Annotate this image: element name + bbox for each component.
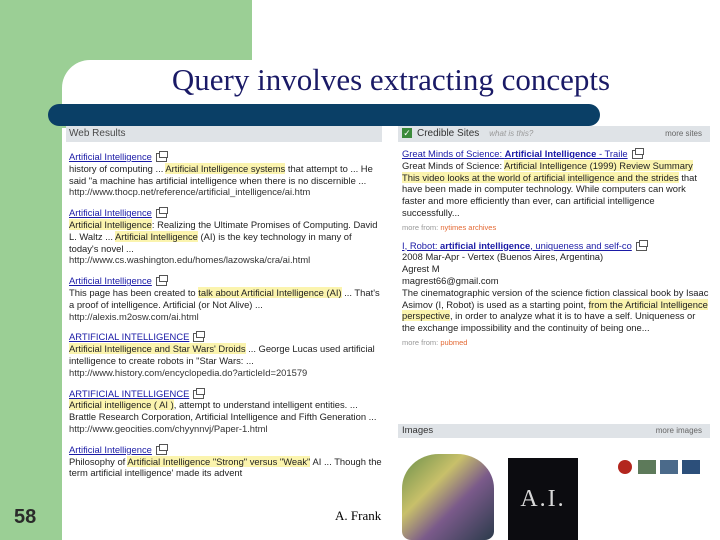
web-results-panel (66, 126, 382, 540)
more-from-source-link[interactable]: nytimes archives (440, 222, 497, 232)
title-underline-bar (48, 104, 600, 126)
open-new-window-icon[interactable] (193, 333, 204, 342)
open-new-window-icon[interactable] (632, 150, 643, 159)
open-new-window-icon[interactable] (156, 446, 167, 455)
open-new-window-icon[interactable] (193, 390, 204, 399)
image-thumbnail-small-3[interactable] (660, 460, 678, 474)
open-new-window-icon[interactable] (156, 209, 167, 218)
slide-number: 58 (14, 506, 37, 528)
more-from-source-link[interactable]: pubmed (440, 337, 468, 347)
poster-title: A.I. (520, 486, 566, 512)
image-thumbnail-robot-head[interactable] (402, 454, 494, 540)
image-thumbnail-ai-poster[interactable] (508, 458, 578, 540)
credible-sites-header (398, 126, 710, 142)
more-from-label: more from: (402, 337, 439, 347)
credible-sites-list (398, 148, 710, 349)
result-title-link[interactable]: ARTIFICIAL INTELLIGENCE (69, 387, 190, 399)
more-from-label: more from: (402, 222, 439, 232)
more-images-link[interactable]: more images (655, 426, 702, 435)
result-title-link[interactable]: Artificial Intelligence (69, 275, 152, 287)
search-result (66, 207, 382, 266)
credible-site-item (398, 240, 710, 349)
result-snippet: Philosophy of Artificial Intelligence "Strong" versus "Weak" AI ... Though the term artificial intelligence' made its advent (69, 455, 382, 479)
credible-sites-panel (398, 126, 710, 424)
search-result (66, 151, 382, 198)
image-thumbnail-small-2[interactable] (638, 460, 656, 474)
more-sites-link[interactable]: more sites (665, 129, 702, 138)
open-new-window-icon[interactable] (156, 153, 167, 162)
more-from-line (402, 337, 710, 349)
images-title: Images (402, 425, 434, 436)
credible-sites-title: Credible Sites (417, 128, 480, 139)
images-header (398, 424, 710, 438)
result-snippet: Artificial Intelligence and Star Wars' Droids ... George Lucas used artificial intelligence to create robots in "Star Wars: ... (69, 343, 375, 366)
open-new-window-icon[interactable] (156, 277, 167, 286)
image-thumbnail-small-4[interactable] (682, 460, 700, 474)
search-result (66, 444, 382, 479)
search-result (66, 388, 382, 435)
result-url[interactable]: http://www.thocp.net/reference/artificial_intelligence/ai.htm (69, 186, 311, 198)
credible-site-item (398, 148, 710, 234)
more-from-line (402, 222, 710, 234)
open-new-window-icon[interactable] (636, 242, 647, 251)
image-thumbnail-small-1[interactable] (618, 460, 632, 474)
result-title-link[interactable]: Artificial Intelligence (69, 151, 152, 162)
result-snippet: Artificial intelligence ( AI ), attempt to understand intelligent entities. ... Brattle Research Corporation, Artificial Intelligence and Fifth Generation ... (69, 399, 377, 423)
result-title-link[interactable]: ARTIFICIAL INTELLIGENCE (69, 331, 190, 343)
slide-side-band (0, 0, 62, 540)
search-result (66, 331, 382, 378)
result-title-link[interactable]: Artificial Intelligence (69, 207, 152, 219)
result-url[interactable]: http://www.cs.washington.edu/homes/lazowska/cra/ai.html (69, 254, 311, 266)
result-snippet: history of computing ... Artificial Intelligence systems that attempt to ... He said "a machine has artificial intelligence when there is no discernible ... (69, 162, 373, 186)
slide-title: Query involves extracting concepts (171, 62, 611, 97)
results-list (66, 151, 382, 479)
credible-site-body: Great Minds of Science: Artificial Intelligence (1999) Review Summary This video looks at the world of artificial intelligence and the strides that have been made in computer technology. While computers can work faster and more efficiently than ever, can artificial intelligence successfully... (402, 159, 697, 218)
credible-site-title-link[interactable]: Great Minds of Science: Artificial Intelligence - Traile (402, 148, 628, 159)
search-result (66, 275, 382, 322)
result-url[interactable]: http://www.geocities.com/chyynnvj/Paper-1.html (69, 422, 268, 434)
result-snippet: Artificial Intelligence: Realizing the Ultimate Promises of Computing. David L. Waltz ... Artificial Intelligence (AI) is the key technology in many of today's novel ... (69, 218, 378, 254)
credible-site-body: 2008 Mar-Apr - Vertex (Buenos Aires, Argentina) Agrest M magrest66@gmail.com The cinematographic version of the science fiction classical book by Isaac Asimov (I, Robot) is used as a starting point, from the Artificial Intelligence perspective, in order to analyze what it is to have a self. Uniqueness or the exchange impossibility and the continuity of being one... (402, 251, 709, 334)
what-is-this-link[interactable]: what is this? (489, 129, 534, 138)
credible-site-title-link[interactable]: I, Robot: artificial intelligence, uniqueness and self-co (402, 239, 632, 251)
web-results-header: Web Results (66, 126, 382, 142)
images-panel (398, 424, 710, 540)
result-url[interactable]: http://www.history.com/encyclopedia.do?articleId=201579 (69, 366, 308, 378)
result-title-link[interactable]: Artificial Intelligence (69, 443, 152, 455)
author-name: A. Frank (335, 508, 382, 523)
checkbox-checked-icon[interactable]: ✓ (403, 128, 411, 139)
result-snippet: This page has been created to talk about Artificial Intelligence (AI) ... That's a proof of intelligence. Artificial (or Not Alive) ... (69, 286, 380, 310)
result-url[interactable]: http://alexis.m2osw.com/ai.html (69, 310, 199, 322)
